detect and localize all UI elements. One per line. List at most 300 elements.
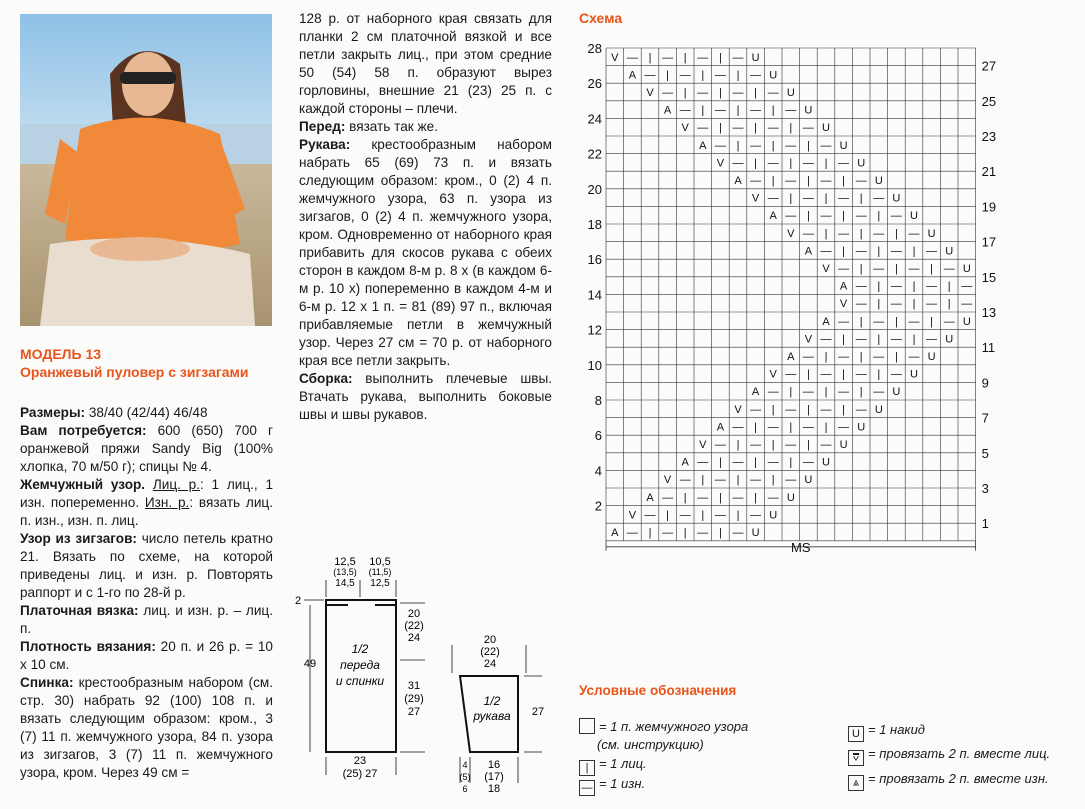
stitch-symbol: U (839, 439, 848, 451)
stitch-symbol: — (890, 210, 902, 223)
top-left-measure: 12,5 (334, 556, 356, 568)
back-continued-paragraph: 128 р. от наборного края связать для планки 2 см платочной вязкой и все петли закрыть лиц., при этом средние 50 (54) 58 п. образуют вырез горловины, внешние 21 (23) 25 п. с каждой стороны – плечи. (299, 11, 552, 116)
stitch-symbol: — (750, 175, 762, 187)
model-photo (20, 14, 272, 326)
stitch-symbol: — (697, 122, 709, 135)
stitch-symbol: — (855, 298, 867, 311)
stitch-symbol: — (662, 527, 674, 539)
stitch-symbol: — (732, 456, 744, 469)
stitch-symbol: A (699, 139, 707, 152)
stitch-symbol: — (855, 333, 867, 346)
stitch-symbol: — (890, 280, 902, 293)
svg-text:(25) 27: (25) 27 (342, 768, 378, 780)
stitch-symbol: U (927, 351, 936, 363)
materials-paragraph: Вам потребуется: 600 (650) 700 г оранжевой пряжи Sandy Big (100% хлопка, 70 м/50 г); спицы № 4. (20, 423, 273, 474)
knit-icon: | (579, 760, 595, 776)
stitch-symbol: U (769, 69, 778, 82)
stitch-symbol: | (683, 527, 687, 539)
stitch-symbol: | (912, 333, 916, 346)
svg-text:18: 18 (487, 783, 501, 795)
stitch-symbol: — (732, 491, 744, 504)
svg-text:(11,5): (11,5) (368, 567, 392, 577)
garter-paragraph: Платочная вязка: лиц. и изн. р. – лиц. п. (20, 603, 273, 636)
stitch-symbol: — (855, 210, 867, 223)
stitch-symbol: V (839, 298, 848, 311)
stitch-symbol: | (718, 87, 722, 99)
stitch-symbol: — (873, 386, 885, 399)
stitch-symbol: A (839, 280, 848, 293)
stitch-symbol: | (771, 175, 775, 187)
stitch-symbol: | (736, 439, 740, 451)
stitch-symbol: — (697, 87, 709, 99)
stitch-symbol: U (945, 333, 954, 346)
stitch-symbol: U (769, 509, 778, 522)
row-number-left: 8 (594, 393, 602, 408)
model-number: МОДЕЛЬ 13 (20, 346, 102, 362)
stitch-symbol: — (802, 456, 814, 469)
stitch-symbol: — (802, 192, 814, 205)
stitch-symbol: U (910, 368, 918, 381)
stitch-symbol: | (736, 104, 740, 117)
row-number-left: 6 (594, 428, 602, 444)
stitch-symbol: U (962, 315, 971, 328)
stitch-symbol: — (767, 491, 779, 504)
stitch-symbol: V (804, 333, 813, 346)
stitch-symbol: | (947, 298, 951, 311)
stitch-symbol: — (820, 175, 832, 187)
row-number-left: 22 (587, 146, 602, 162)
row-number-right: 11 (981, 340, 996, 356)
mid-text-column (299, 10, 552, 424)
garment-schematic (280, 545, 570, 805)
stitch-symbol: — (714, 69, 726, 82)
stitch-symbol: — (750, 439, 762, 451)
stitch-symbol: | (894, 351, 898, 363)
svg-text:1/2: 1/2 (483, 694, 501, 708)
yarn-over-icon: U (848, 726, 864, 742)
stitch-symbol: | (930, 315, 934, 328)
stitch-symbol: V (646, 87, 654, 99)
stitch-symbol: | (718, 122, 722, 135)
stitch-symbol: | (736, 509, 740, 522)
width-measure: 23 (353, 755, 367, 767)
stitch-symbol: — (855, 280, 867, 293)
stitch-symbol: — (732, 122, 744, 135)
stitch-symbol: V (699, 439, 707, 451)
stitch-symbol: U (822, 456, 830, 469)
stitch-symbol: V (716, 157, 725, 170)
stitch-symbol: | (842, 175, 846, 187)
sleeve-piece (452, 634, 544, 795)
stitch-symbol: | (736, 69, 740, 82)
svg-text:(29): (29) (404, 693, 424, 705)
stitch-symbol: — (785, 474, 797, 487)
legend-purl: — = 1 изн. (579, 776, 645, 796)
stitch-symbol: | (701, 104, 705, 117)
row-number-right: 21 (981, 164, 997, 180)
svg-text:12,5: 12,5 (370, 578, 390, 589)
stitch-symbol: — (767, 386, 779, 399)
stitch-symbol: | (789, 386, 793, 399)
stitch-symbol: V (628, 509, 637, 522)
stitch-symbol: — (697, 527, 709, 539)
stitch-symbol: U (857, 421, 866, 434)
stitch-symbol: | (771, 403, 775, 416)
stitch-symbol: | (877, 245, 881, 258)
stitch-symbol: — (855, 175, 867, 187)
stitch-symbol: | (683, 491, 687, 504)
stitch-symbol: — (697, 456, 709, 469)
stitch-symbol: V (769, 368, 777, 381)
stitch-symbol: | (789, 456, 793, 469)
stitch-symbol: — (662, 491, 674, 504)
stitch-symbol: A (628, 69, 637, 82)
band-measure: 2 (295, 595, 302, 607)
stitch-symbol: | (859, 192, 863, 205)
stitch-symbol: | (806, 139, 810, 152)
stitch-symbol: A (787, 351, 795, 363)
svg-text:(22): (22) (480, 646, 500, 658)
sizes-paragraph: Размеры: 38/40 (42/44) 46/48 (20, 405, 208, 420)
armhole-measure: 20 (407, 608, 421, 620)
stitch-symbol: A (822, 315, 830, 328)
stitch-symbol: | (648, 51, 652, 64)
svg-text:6: 6 (462, 784, 468, 794)
stitch-symbol: — (732, 157, 744, 170)
stitch-symbol: U (874, 403, 883, 416)
stitch-symbol: A (646, 491, 654, 504)
stitch-symbol: | (771, 139, 775, 152)
stitch-symbol: — (802, 386, 814, 399)
stitch-symbol: | (894, 315, 898, 328)
stitch-symbol: | (842, 245, 846, 258)
stitch-symbol: U (751, 51, 760, 64)
stitch-symbol: — (626, 51, 638, 64)
stitch-symbol: — (785, 439, 797, 451)
stitch-symbol: — (838, 157, 850, 170)
p2tog-icon: ⩓ (848, 775, 864, 791)
stitch-symbol: U (892, 192, 901, 205)
stitch-symbol: | (806, 175, 810, 187)
svg-text:рукава: рукава (473, 709, 511, 723)
stitch-symbol: — (855, 368, 867, 381)
stitch-symbol: | (718, 491, 722, 504)
stitch-symbol: | (842, 368, 846, 381)
stitch-symbol: — (662, 51, 674, 64)
row-number-right: 15 (981, 269, 997, 285)
purl-icon: — (579, 780, 595, 796)
stitch-symbol: — (767, 192, 779, 205)
stitch-symbol: — (767, 421, 779, 434)
empty-cell-icon (579, 718, 595, 734)
stitch-symbol: U (751, 527, 760, 539)
svg-text:14,5: 14,5 (335, 578, 355, 589)
stitch-symbol: A (804, 245, 813, 258)
stitch-symbol: U (927, 227, 936, 240)
stitch-symbol: | (701, 474, 705, 487)
stitch-symbol: — (679, 104, 691, 117)
stitch-symbol: | (736, 474, 740, 487)
left-text-column (20, 404, 273, 782)
stitch-symbol: | (894, 227, 898, 240)
stitch-symbol: — (767, 122, 779, 135)
stitch-symbol: — (890, 298, 902, 311)
stitch-symbol: | (666, 509, 670, 522)
legend-yarn-over: U = 1 накид (848, 722, 925, 742)
stitch-symbol: | (947, 280, 951, 293)
stitch-symbol: — (679, 474, 691, 487)
stitch-symbol: — (838, 263, 850, 275)
stitch-symbol: U (804, 104, 813, 117)
row-number-left: 10 (587, 357, 602, 373)
stitch-symbol: | (912, 298, 916, 311)
front-back-piece (295, 556, 425, 780)
repeat-label: MS (791, 539, 811, 555)
stitch-symbol: — (926, 333, 938, 346)
stitch-symbol: — (802, 122, 814, 135)
stitch-symbol: | (930, 263, 934, 275)
stitch-symbol: — (838, 386, 850, 399)
stitch-symbol: — (820, 368, 832, 381)
stitch-symbol: — (750, 474, 762, 487)
stitch-symbol: — (785, 139, 797, 152)
stitch-symbol: — (714, 474, 726, 487)
row-number-left: 2 (594, 498, 602, 514)
stitch-symbol: — (732, 421, 744, 434)
stitch-symbol: | (859, 351, 863, 363)
stitch-symbol: — (785, 104, 797, 117)
stitch-symbol: | (806, 439, 810, 451)
stitch-symbol: — (855, 403, 867, 416)
top-right-measure: 10,5 (369, 556, 391, 568)
stitch-symbol: A (716, 421, 725, 434)
stitch-symbol: A (734, 175, 742, 187)
stitch-symbol: — (714, 439, 726, 451)
stitch-symbol: | (754, 456, 758, 469)
stitch-symbol: | (718, 527, 722, 539)
stitch-symbol: | (754, 491, 758, 504)
row-number-left: 12 (587, 322, 602, 338)
stitch-symbol: | (754, 157, 758, 170)
row-number-right: 19 (981, 199, 997, 215)
stitch-symbol: | (824, 386, 828, 399)
stitch-symbol: — (838, 227, 850, 240)
seed-stitch-paragraph: Жемчужный узор. Лиц. р.: 1 лиц., 1 изн. попеременно. Изн. р.: вязать лиц. п. изн., изн. п. лиц. (20, 477, 274, 528)
stitch-symbol: — (732, 87, 744, 99)
stitch-symbol: — (820, 439, 832, 451)
stitch-symbol: | (701, 69, 705, 82)
svg-text:переда: переда (340, 658, 380, 672)
stitch-symbol: V (822, 263, 830, 275)
stitch-symbol: — (908, 227, 920, 240)
stitch-symbol: — (767, 87, 779, 99)
stitch-symbol: | (718, 51, 722, 64)
stitch-symbol: | (877, 280, 881, 293)
stitch-symbol: — (838, 192, 850, 205)
stitch-symbol: — (750, 403, 762, 416)
stitch-symbol: V (663, 474, 672, 487)
stitch-symbol: | (789, 157, 793, 170)
stitch-symbol: U (892, 386, 901, 399)
stitch-symbol: — (926, 298, 938, 311)
stitch-symbol: | (859, 315, 863, 328)
stitch-symbol: | (754, 421, 758, 434)
stitch-symbol: | (648, 527, 652, 539)
stitch-symbol: U (822, 122, 830, 135)
stitch-symbol: | (718, 456, 722, 469)
svg-text:(17): (17) (484, 771, 504, 783)
stitch-symbol: — (785, 210, 797, 223)
stitch-symbol: | (771, 474, 775, 487)
legend-seed-note: (см. инструкцию) (597, 737, 704, 752)
stitch-symbol: | (842, 210, 846, 223)
row-number-right: 25 (981, 93, 997, 109)
row-number-left: 24 (587, 111, 602, 127)
stitch-symbol: A (611, 527, 619, 539)
row-number-right: 27 (981, 58, 997, 74)
svg-text:1/2: 1/2 (351, 642, 369, 656)
row-number-right: 9 (981, 375, 989, 391)
stitch-symbol: | (789, 192, 793, 205)
row-number-left: 20 (587, 181, 602, 197)
stitch-symbol: | (666, 69, 670, 82)
sleeve-increase-measure: 4 (462, 760, 468, 770)
stitch-symbol: — (890, 245, 902, 258)
stitch-symbol: — (785, 368, 797, 381)
stitch-symbol: — (785, 175, 797, 187)
stitch-symbol: | (683, 87, 687, 99)
assembly-paragraph: Сборка: выполнить плечевые швы. Втачать рукава, выполнить боковые швы и швы рукавов. (299, 371, 552, 422)
stitch-symbol: — (820, 333, 832, 346)
stitch-symbol: | (912, 245, 916, 258)
stitch-symbol: — (943, 263, 955, 275)
stitch-symbol: | (789, 122, 793, 135)
stitch-symbol: | (842, 333, 846, 346)
stitch-symbol: | (824, 192, 828, 205)
stitch-symbol: — (873, 351, 885, 363)
scheme-title: Схема (579, 10, 623, 26)
stitch-symbol: — (626, 527, 638, 539)
side-measure: 31 (407, 680, 421, 692)
stitch-symbol: — (873, 263, 885, 275)
stitch-symbol: V (787, 227, 795, 240)
stitch-symbol: | (806, 403, 810, 416)
stitch-symbol: V (611, 51, 619, 64)
stitch-symbol: — (750, 509, 762, 522)
stitch-symbol: | (789, 421, 793, 434)
stitch-symbol: U (786, 87, 795, 99)
stitch-symbol: — (890, 368, 902, 381)
stitch-symbol: V (681, 122, 689, 135)
stitch-symbol: — (714, 509, 726, 522)
stitch-symbol: — (820, 210, 832, 223)
stitch-symbol: — (785, 403, 797, 416)
stitch-symbol: — (820, 245, 832, 258)
stitch-symbol: — (926, 280, 938, 293)
stitch-symbol: — (873, 227, 885, 240)
stitch-symbol: — (820, 403, 832, 416)
back-paragraph: Спинка: крестообразным набором (см. стр. 30) набрать 92 (100) 108 п. и вязать следующим образом: кром., 3 (7) 11 п. жемчужного узора, 84 п. узора из зигзагов, 3 (7) 11 п. жемчужного узора, кром. Через 49 см = (20, 675, 273, 780)
row-number-left: 4 (594, 463, 602, 479)
row-number-right: 3 (981, 481, 989, 496)
stitch-symbol: | (912, 280, 916, 293)
stitch-symbol: — (644, 69, 656, 82)
legend-k2tog: ⩢ = провязать 2 п. вместе лиц. (848, 746, 1050, 766)
stitch-symbol: U (786, 491, 795, 504)
stitch-symbol: U (874, 175, 883, 187)
stitch-symbol: — (697, 51, 709, 64)
stitch-symbol: — (802, 227, 814, 240)
stitch-symbol: | (859, 227, 863, 240)
stitch-symbol: | (683, 51, 687, 64)
stitch-symbol: | (877, 210, 881, 223)
zigzag-paragraph: Узор из зигзагов: число петель кратно 21. Вязать по схеме, на которой приведены лиц. и изн. р. Повторять раппорт и с 1-го по 28-й р. (20, 531, 273, 600)
svg-text:27: 27 (407, 706, 421, 718)
stitch-symbol: — (644, 509, 656, 522)
stitch-symbol: U (857, 157, 866, 170)
stitch-symbol: | (736, 139, 740, 152)
stitch-symbol: | (771, 439, 775, 451)
stitch-symbol: | (894, 263, 898, 275)
stitch-symbol: — (679, 69, 691, 82)
stitch-symbol: | (754, 122, 758, 135)
row-number-left: 16 (587, 252, 602, 268)
stitch-symbol: | (824, 421, 828, 434)
row-number-right: 7 (981, 410, 989, 426)
stitch-symbol: | (754, 87, 758, 99)
stitch-symbol: | (701, 509, 705, 522)
legend-knit: | = 1 лиц. (579, 756, 647, 776)
row-number-left: 26 (587, 76, 602, 92)
svg-text:(13,5): (13,5) (333, 567, 357, 577)
stitch-symbol: A (681, 456, 689, 469)
stitch-symbol: — (873, 192, 885, 205)
stitch-symbol: — (961, 298, 973, 311)
stitch-symbol: U (962, 263, 971, 275)
stitch-symbol: | (877, 368, 881, 381)
svg-text:и спинки: и спинки (335, 674, 385, 688)
row-number-right: 13 (981, 305, 997, 320)
row-number-right: 1 (981, 516, 989, 532)
row-number-right: 17 (981, 234, 997, 250)
stitch-symbol: — (908, 315, 920, 328)
sleeve-width-measure: 16 (487, 759, 501, 771)
stitch-symbol: — (750, 139, 762, 152)
stitch-symbol: — (750, 104, 762, 117)
stitch-symbol: — (767, 456, 779, 469)
svg-text:(5): (5) (459, 772, 471, 782)
stitch-symbol: — (714, 139, 726, 152)
stitch-symbol: | (877, 298, 881, 311)
stitch-symbol: — (855, 245, 867, 258)
stitch-symbol: — (714, 104, 726, 117)
stitch-symbol: | (824, 227, 828, 240)
k2tog-icon: ⩢ (848, 750, 864, 766)
stitch-symbol: — (802, 421, 814, 434)
stitch-symbol: — (697, 491, 709, 504)
knitting-chart (580, 40, 1000, 575)
stitch-symbol: — (908, 351, 920, 363)
gauge-paragraph: Плотность вязания: 20 п. и 26 р. = 10 x 10 см. (20, 639, 273, 672)
stitch-symbol: | (842, 403, 846, 416)
stitch-symbol: — (732, 51, 744, 64)
model-title: Оранжевый пуловер с зигзагами (20, 364, 249, 380)
stitch-symbol: — (838, 421, 850, 434)
stitch-symbol: — (838, 351, 850, 363)
stitch-symbol: — (679, 509, 691, 522)
row-number-right: 5 (981, 445, 989, 461)
stitch-symbol: | (859, 386, 863, 399)
